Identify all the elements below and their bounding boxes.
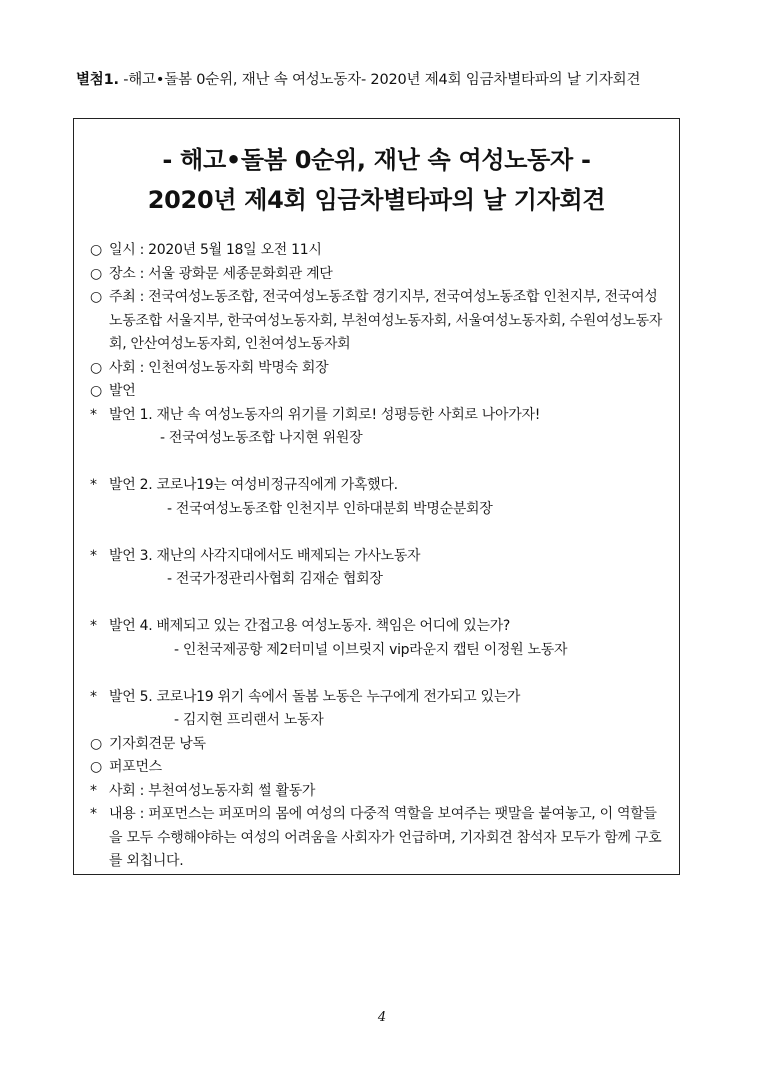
item-date-text: 일시 : 2020년 5월 18일 오전 11시 <box>109 242 322 258</box>
asterisk-bullet-icon: * <box>90 806 97 822</box>
circle-bullet-icon: ○ <box>90 242 102 258</box>
spacer <box>90 662 665 686</box>
item-host <box>90 286 665 357</box>
asterisk-bullet-icon: * <box>90 618 97 634</box>
spacer <box>90 521 665 545</box>
asterisk-bullet-icon: * <box>90 547 97 564</box>
circle-bullet-icon: ○ <box>90 289 102 305</box>
item-host-text: 주최 : 전국여성노동조합, 전국여성노동조합 경기지부, 전국여성노동조합 인천지부, 전국여성노동조합 서울지부, 한국여성노동자회, 부천여성노동자회, 서울여성노동자회, 수원여성노동자회, 안산여성노동자회, 인천여성노동자회 <box>109 289 663 352</box>
speech-4-speaker: - 인천국제공항 제2터미널 이브릿지 vip라운지 캡틴 이정원 노동자 <box>174 641 568 658</box>
asterisk-bullet-icon: * <box>90 688 97 705</box>
speech-4-title <box>90 615 665 639</box>
item-speeches-header <box>90 380 665 404</box>
speeches-header-text: 발언 <box>109 383 136 399</box>
item-place <box>90 263 665 287</box>
program-content <box>90 239 665 874</box>
circle-bullet-icon: ○ <box>90 383 102 399</box>
speech-title-text: 발언 1. 재난 속 여성노동자의 위기를 기회로! 성평등한 사회로 나아가자! <box>109 406 541 423</box>
title-line-1: - 해고•돌봄 0순위, 재난 속 여성노동자 - <box>162 146 591 174</box>
circle-bullet-icon: ○ <box>90 265 102 282</box>
speech-title-text: 발언 4. 배제되고 있는 간접고용 여성노동자. 책임은 어디에 있는가? <box>109 618 511 634</box>
speech-title-text: 발언 2. 코로나19는 여성비정규직에게 가혹했다. <box>109 477 398 493</box>
asterisk-bullet-icon: * <box>90 406 97 423</box>
item-place-text: 장소 : 서울 광화문 세종문화회관 계단 <box>109 265 333 282</box>
attachment-label: 별첨1. <box>76 72 119 88</box>
attachment-header <box>76 68 716 89</box>
speech-3-speaker: - 전국가정관리사협회 김재순 협회장 <box>167 571 383 587</box>
spacer <box>90 592 665 616</box>
press-conference-box <box>73 118 680 875</box>
item-statement-text: 기자회견문 낭독 <box>109 735 206 752</box>
performance-description-text: 내용 : 퍼포먼스는 퍼포머의 몸에 여성의 다중적 역할을 보여주는 팻말을 붙여놓고, 이 역할들을 모두 수행해야하는 여성의 어려움을 사회자가 언급하며, 기자회견 참석자 모두가 함께 구호를 외칩니다. <box>109 806 662 869</box>
item-performance-mc <box>90 780 665 804</box>
spacer <box>90 451 665 475</box>
item-date <box>90 239 665 263</box>
title-line-2: 2020년 제4회 임금차별타파의 날 기자회견 <box>147 186 606 214</box>
speech-3-title <box>90 545 665 569</box>
speech-2-speaker: - 전국여성노동조합 인천지부 인하대분회 박명순분회장 <box>167 500 493 517</box>
circle-bullet-icon: ○ <box>90 359 102 376</box>
speech-title-text: 발언 3. 재난의 사각지대에서도 배제되는 가사노동자 <box>109 547 421 564</box>
circle-bullet-icon: ○ <box>90 759 102 775</box>
item-performance <box>90 756 665 780</box>
attachment-title: -해고•돌봄 0순위, 재난 속 여성노동자- 2020년 제4회 임금차별타파의 날 기자회견 <box>118 72 641 88</box>
speech-5-speaker: - 김지현 프리랜서 노동자 <box>174 712 324 728</box>
performance-mc-text: 사회 : 부천여성노동자회 썰 활동가 <box>109 782 316 799</box>
item-performance-text: 퍼포먼스 <box>109 759 162 775</box>
page-number: 4 <box>377 1010 387 1025</box>
item-mc <box>90 357 665 381</box>
speech-1-speaker: - 전국여성노동조합 나지현 위원장 <box>160 430 363 446</box>
item-mc-text: 사회 : 인천여성노동자회 박명숙 회장 <box>109 359 329 376</box>
speech-1-title <box>90 404 665 428</box>
asterisk-bullet-icon: * <box>90 782 97 799</box>
speech-title-text: 발언 5. 코로나19 위기 속에서 돌봄 노동은 누구에게 전가되고 있는가 <box>109 688 521 705</box>
speech-5-title <box>90 686 665 710</box>
circle-bullet-icon: ○ <box>90 735 102 752</box>
asterisk-bullet-icon: * <box>90 477 97 493</box>
speech-2-title <box>90 474 665 498</box>
item-statement <box>90 733 665 757</box>
item-performance-description <box>90 803 665 874</box>
